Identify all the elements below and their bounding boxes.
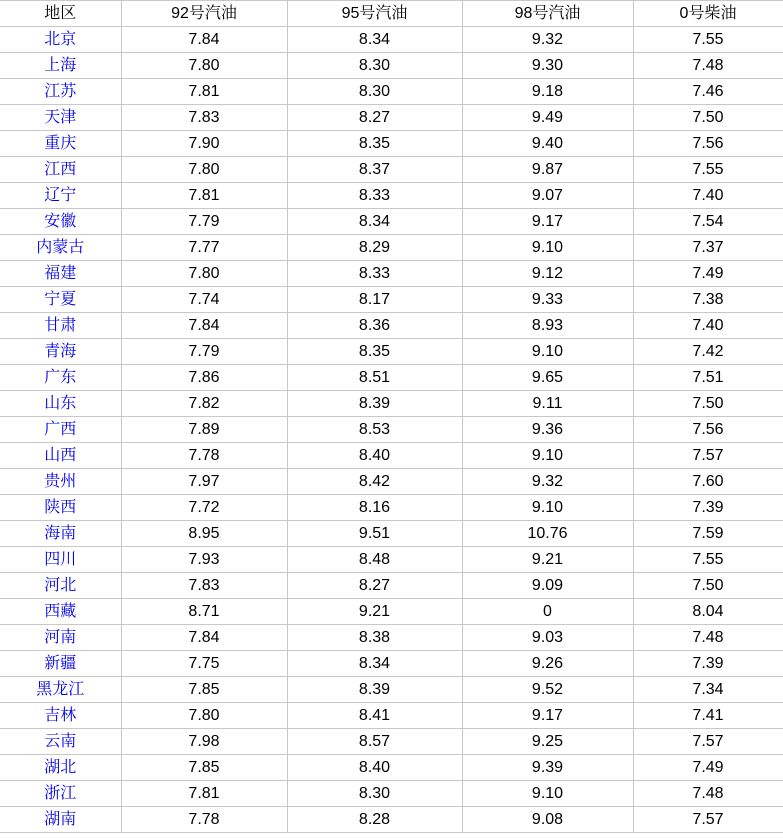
price-cell: 7.72 xyxy=(121,495,287,521)
price-cell: 8.37 xyxy=(287,157,462,183)
price-cell: 9.33 xyxy=(462,287,633,313)
region-link[interactable]: 安徽 xyxy=(0,209,121,235)
price-cell: 8.34 xyxy=(287,651,462,677)
table-row xyxy=(0,261,783,287)
price-cell: 8.35 xyxy=(287,131,462,157)
price-cell: 7.54 xyxy=(633,209,783,235)
table-row xyxy=(0,209,783,235)
price-cell: 7.48 xyxy=(633,781,783,807)
price-cell: 9.17 xyxy=(462,209,633,235)
price-cell: 9.10 xyxy=(462,781,633,807)
price-cell: 8.39 xyxy=(287,677,462,703)
region-link[interactable]: 上海 xyxy=(0,53,121,79)
price-cell: 7.48 xyxy=(633,53,783,79)
region-link[interactable]: 湖南 xyxy=(0,807,121,833)
price-cell: 9.18 xyxy=(462,79,633,105)
region-link[interactable]: 青海 xyxy=(0,339,121,365)
price-cell: 7.60 xyxy=(633,469,783,495)
price-cell: 7.81 xyxy=(121,79,287,105)
price-cell: 7.57 xyxy=(633,443,783,469)
price-cell: 9.87 xyxy=(462,157,633,183)
price-cell: 7.40 xyxy=(633,183,783,209)
price-cell: 9.40 xyxy=(462,131,633,157)
price-cell: 10.76 xyxy=(462,521,633,547)
region-link[interactable]: 内蒙古 xyxy=(0,235,121,261)
price-cell: 7.84 xyxy=(121,313,287,339)
region-link[interactable]: 山西 xyxy=(0,443,121,469)
price-cell: 9.21 xyxy=(287,599,462,625)
price-cell: 9.12 xyxy=(462,261,633,287)
price-cell: 8.40 xyxy=(287,443,462,469)
price-cell: 7.83 xyxy=(121,105,287,131)
region-link[interactable]: 四川 xyxy=(0,547,121,573)
price-cell: 7.50 xyxy=(633,105,783,131)
price-cell: 7.80 xyxy=(121,53,287,79)
price-cell: 7.48 xyxy=(633,625,783,651)
table-header xyxy=(0,1,783,27)
price-cell: 9.10 xyxy=(462,339,633,365)
region-link[interactable]: 辽宁 xyxy=(0,183,121,209)
region-link[interactable]: 山东 xyxy=(0,391,121,417)
price-cell: 7.74 xyxy=(121,287,287,313)
price-cell: 7.56 xyxy=(633,131,783,157)
price-cell: 9.39 xyxy=(462,755,633,781)
region-link[interactable]: 黑龙江 xyxy=(0,677,121,703)
price-cell: 7.79 xyxy=(121,209,287,235)
price-cell: 7.59 xyxy=(633,521,783,547)
column-header-gasoline-92: 92号汽油 xyxy=(121,1,287,27)
price-cell: 7.80 xyxy=(121,703,287,729)
table-row xyxy=(0,417,783,443)
price-cell: 7.93 xyxy=(121,547,287,573)
price-cell: 8.38 xyxy=(287,625,462,651)
price-cell: 9.52 xyxy=(462,677,633,703)
price-cell: 8.27 xyxy=(287,105,462,131)
table-row xyxy=(0,755,783,781)
price-cell: 9.32 xyxy=(462,469,633,495)
table-row xyxy=(0,573,783,599)
region-link[interactable]: 江西 xyxy=(0,157,121,183)
price-cell: 7.46 xyxy=(633,79,783,105)
table-row xyxy=(0,599,783,625)
region-link[interactable]: 广东 xyxy=(0,365,121,391)
price-cell: 9.21 xyxy=(462,547,633,573)
price-cell: 8.04 xyxy=(633,599,783,625)
price-cell: 7.42 xyxy=(633,339,783,365)
price-cell: 8.95 xyxy=(121,521,287,547)
price-cell: 7.81 xyxy=(121,183,287,209)
table-row xyxy=(0,313,783,339)
table-row xyxy=(0,79,783,105)
price-cell: 7.75 xyxy=(121,651,287,677)
price-cell: 7.81 xyxy=(121,781,287,807)
price-cell: 7.57 xyxy=(633,729,783,755)
price-cell: 7.57 xyxy=(633,807,783,833)
price-cell: 9.10 xyxy=(462,235,633,261)
region-link[interactable]: 贵州 xyxy=(0,469,121,495)
price-cell: 8.30 xyxy=(287,53,462,79)
price-cell: 7.86 xyxy=(121,365,287,391)
region-link[interactable]: 陕西 xyxy=(0,495,121,521)
price-cell: 9.03 xyxy=(462,625,633,651)
price-cell: 8.48 xyxy=(287,547,462,573)
price-cell: 7.39 xyxy=(633,651,783,677)
table-row xyxy=(0,469,783,495)
region-link[interactable]: 广西 xyxy=(0,417,121,443)
price-cell: 8.34 xyxy=(287,27,462,53)
price-cell: 8.30 xyxy=(287,79,462,105)
table-row xyxy=(0,53,783,79)
price-cell: 7.80 xyxy=(121,157,287,183)
table-row xyxy=(0,495,783,521)
price-cell: 7.51 xyxy=(633,365,783,391)
price-cell: 8.27 xyxy=(287,573,462,599)
region-link[interactable]: 吉林 xyxy=(0,703,121,729)
price-cell: 7.97 xyxy=(121,469,287,495)
region-link[interactable]: 北京 xyxy=(0,27,121,53)
table-row xyxy=(0,287,783,313)
region-link[interactable]: 宁夏 xyxy=(0,287,121,313)
price-cell: 8.28 xyxy=(287,807,462,833)
price-cell: 7.50 xyxy=(633,391,783,417)
price-cell: 7.85 xyxy=(121,677,287,703)
price-cell: 8.71 xyxy=(121,599,287,625)
price-cell: 9.65 xyxy=(462,365,633,391)
region-link[interactable]: 河北 xyxy=(0,573,121,599)
price-cell: 7.55 xyxy=(633,157,783,183)
price-cell: 7.34 xyxy=(633,677,783,703)
price-cell: 7.55 xyxy=(633,547,783,573)
price-cell: 7.40 xyxy=(633,313,783,339)
price-cell: 8.42 xyxy=(287,469,462,495)
price-cell: 7.89 xyxy=(121,417,287,443)
table-row xyxy=(0,235,783,261)
price-cell: 9.10 xyxy=(462,443,633,469)
table-row xyxy=(0,365,783,391)
price-cell: 8.36 xyxy=(287,313,462,339)
price-cell: 7.39 xyxy=(633,495,783,521)
price-cell: 7.90 xyxy=(121,131,287,157)
price-cell: 8.40 xyxy=(287,755,462,781)
price-cell: 7.98 xyxy=(121,729,287,755)
price-cell: 9.30 xyxy=(462,53,633,79)
price-cell: 7.55 xyxy=(633,27,783,53)
price-cell: 8.51 xyxy=(287,365,462,391)
price-cell: 9.36 xyxy=(462,417,633,443)
price-cell: 7.84 xyxy=(121,27,287,53)
region-link[interactable]: 福建 xyxy=(0,261,121,287)
price-cell: 8.30 xyxy=(287,781,462,807)
region-link[interactable]: 浙江 xyxy=(0,781,121,807)
price-cell: 9.08 xyxy=(462,807,633,833)
price-cell: 7.78 xyxy=(121,443,287,469)
price-cell: 9.07 xyxy=(462,183,633,209)
region-link[interactable]: 云南 xyxy=(0,729,121,755)
table-row xyxy=(0,339,783,365)
price-cell: 7.77 xyxy=(121,235,287,261)
price-cell: 7.85 xyxy=(121,755,287,781)
price-cell: 7.41 xyxy=(633,703,783,729)
price-cell: 7.79 xyxy=(121,339,287,365)
header-row xyxy=(0,1,783,27)
table-row xyxy=(0,781,783,807)
table-row xyxy=(0,157,783,183)
price-cell: 7.49 xyxy=(633,755,783,781)
price-cell: 7.82 xyxy=(121,391,287,417)
price-cell: 8.53 xyxy=(287,417,462,443)
region-link[interactable]: 海南 xyxy=(0,521,121,547)
price-cell: 0 xyxy=(462,599,633,625)
table-row xyxy=(0,651,783,677)
price-cell: 7.49 xyxy=(633,261,783,287)
price-cell: 9.11 xyxy=(462,391,633,417)
table-row xyxy=(0,703,783,729)
table-row xyxy=(0,443,783,469)
table-row xyxy=(0,521,783,547)
column-header-diesel-0: 0号柴油 xyxy=(633,1,783,27)
region-link[interactable]: 西藏 xyxy=(0,599,121,625)
region-link[interactable]: 重庆 xyxy=(0,131,121,157)
region-link[interactable]: 甘肃 xyxy=(0,313,121,339)
price-cell: 7.83 xyxy=(121,573,287,599)
table-row xyxy=(0,183,783,209)
price-cell: 7.38 xyxy=(633,287,783,313)
table-body xyxy=(0,27,783,833)
table-row xyxy=(0,27,783,53)
price-cell: 8.17 xyxy=(287,287,462,313)
price-cell: 7.80 xyxy=(121,261,287,287)
table-row xyxy=(0,677,783,703)
region-link[interactable]: 天津 xyxy=(0,105,121,131)
price-cell: 9.51 xyxy=(287,521,462,547)
price-cell: 8.34 xyxy=(287,209,462,235)
table-row xyxy=(0,391,783,417)
table-row xyxy=(0,131,783,157)
column-header-gasoline-98: 98号汽油 xyxy=(462,1,633,27)
table-row xyxy=(0,729,783,755)
price-cell: 9.32 xyxy=(462,27,633,53)
price-cell: 9.17 xyxy=(462,703,633,729)
price-cell: 8.93 xyxy=(462,313,633,339)
price-cell: 8.57 xyxy=(287,729,462,755)
table-row xyxy=(0,547,783,573)
price-cell: 8.29 xyxy=(287,235,462,261)
price-cell: 8.16 xyxy=(287,495,462,521)
price-cell: 7.50 xyxy=(633,573,783,599)
price-cell: 7.84 xyxy=(121,625,287,651)
table-row xyxy=(0,625,783,651)
column-header-region: 地区 xyxy=(0,1,121,27)
region-link[interactable]: 新疆 xyxy=(0,651,121,677)
region-link[interactable]: 江苏 xyxy=(0,79,121,105)
table-row xyxy=(0,105,783,131)
table-row xyxy=(0,807,783,833)
price-cell: 8.41 xyxy=(287,703,462,729)
price-cell: 7.37 xyxy=(633,235,783,261)
price-cell: 7.78 xyxy=(121,807,287,833)
column-header-gasoline-95: 95号汽油 xyxy=(287,1,462,27)
price-cell: 8.33 xyxy=(287,183,462,209)
price-cell: 9.10 xyxy=(462,495,633,521)
price-cell: 9.26 xyxy=(462,651,633,677)
price-cell: 9.49 xyxy=(462,105,633,131)
price-cell: 8.39 xyxy=(287,391,462,417)
price-cell: 9.09 xyxy=(462,573,633,599)
price-cell: 7.56 xyxy=(633,417,783,443)
price-cell: 8.33 xyxy=(287,261,462,287)
region-link[interactable]: 河南 xyxy=(0,625,121,651)
region-link[interactable]: 湖北 xyxy=(0,755,121,781)
price-cell: 9.25 xyxy=(462,729,633,755)
price-cell: 8.35 xyxy=(287,339,462,365)
